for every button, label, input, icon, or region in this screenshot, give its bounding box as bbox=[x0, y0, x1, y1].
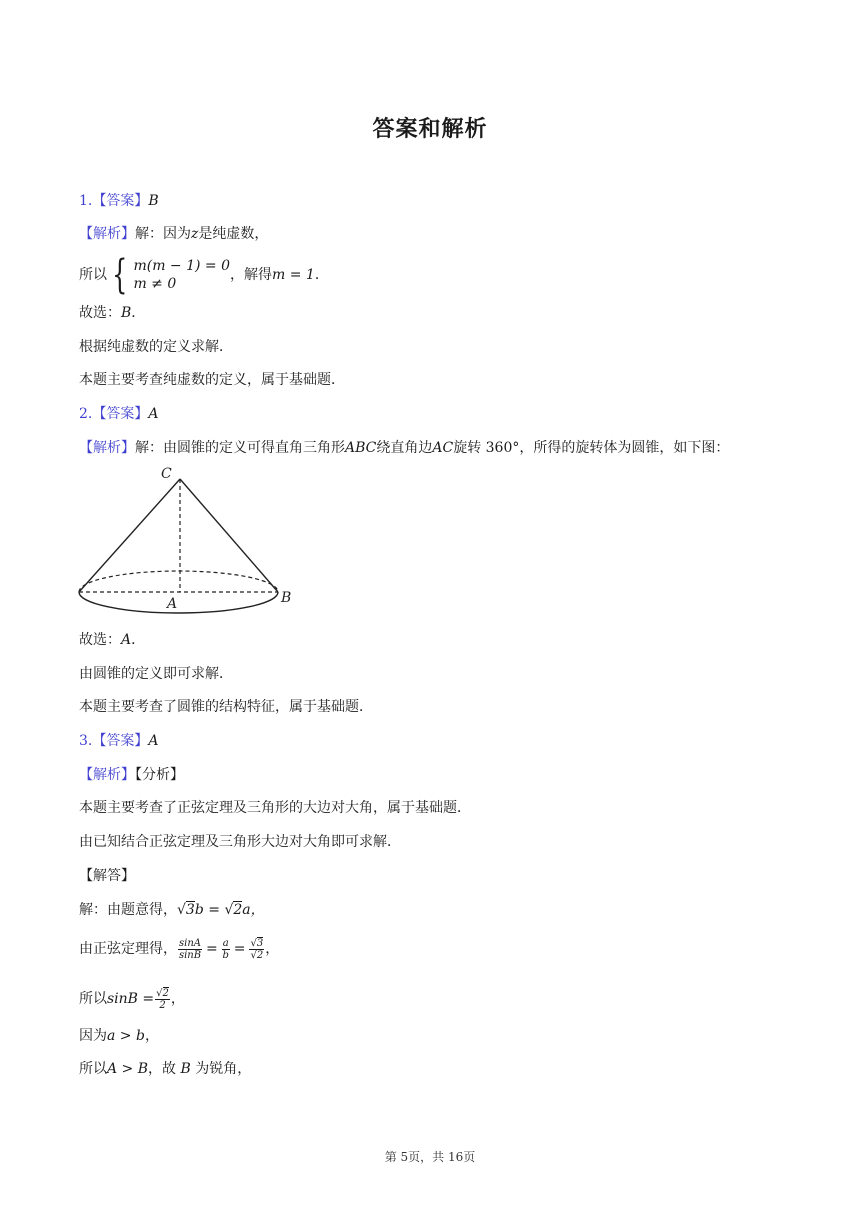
radicand-3b: 3 bbox=[256, 937, 264, 949]
page-footer: 第 5页，共 16页 bbox=[384, 1150, 476, 1164]
q1-number: 1. bbox=[79, 193, 93, 209]
q3-s2-a: 由正弦定理得， bbox=[79, 941, 177, 957]
q3-answer-tag: 【答案】 bbox=[92, 733, 149, 749]
label-c: C bbox=[161, 466, 172, 482]
frac-num: sinA bbox=[179, 937, 201, 949]
q3-analysis-tag: 【解析】 bbox=[79, 767, 135, 783]
q2-answer-tag: 【答案】 bbox=[92, 406, 149, 422]
q3-summary: 本题主要考查了正弦定理及三角形的大边对大角，属于基础题． bbox=[79, 800, 471, 816]
q3-answer-line bbox=[79, 731, 158, 751]
radicand-2: 2 bbox=[233, 902, 243, 918]
q3-s2-end: ， bbox=[265, 941, 280, 957]
q1-text: 解：因为 bbox=[135, 226, 191, 242]
q2-text-b: 绕直角边 bbox=[376, 440, 433, 456]
frac-den-b: b bbox=[222, 949, 229, 961]
q3-method: 由已知结合正弦定理及三角形大边对大角即可求解． bbox=[79, 834, 401, 850]
q3-s3-end: ， bbox=[170, 991, 185, 1007]
q1-analysis-tag: 【解析】 bbox=[79, 226, 135, 242]
q1-choose-end: ． bbox=[131, 305, 146, 321]
q2-choose-val: A bbox=[121, 632, 132, 648]
q2-method: 由圆锥的定义即可求解． bbox=[79, 666, 233, 682]
q3-s5-var: B bbox=[180, 1061, 191, 1077]
frac-ab bbox=[222, 938, 230, 961]
q3-s5-b: ，故 bbox=[148, 1061, 181, 1077]
radicand-2b: 2 bbox=[256, 949, 264, 961]
q3-solution-tag: 【解答】 bbox=[79, 868, 135, 884]
q3-step4 bbox=[79, 1026, 159, 1046]
q1-text-b: 是纯虚数， bbox=[198, 226, 269, 242]
frac-den: sinB bbox=[178, 949, 202, 961]
q2-number: 2. bbox=[79, 406, 93, 422]
q3-step5 bbox=[79, 1059, 251, 1079]
label-b: B bbox=[281, 590, 292, 606]
q3-answer: A bbox=[148, 733, 159, 749]
q3-step2 bbox=[79, 932, 279, 966]
q2-choose-line bbox=[79, 630, 145, 650]
q3-s5-c: 为锐角， bbox=[190, 1061, 252, 1077]
page-title: 答案和解析 bbox=[372, 117, 488, 142]
sqrt-3: √3 bbox=[177, 902, 195, 918]
sqrt-2: √2 bbox=[224, 902, 243, 918]
q1-choose-val: B bbox=[121, 305, 132, 321]
frac-num-a: a bbox=[222, 937, 229, 949]
q3-analysis-sub: 【分析】 bbox=[135, 767, 184, 783]
q3-s5-a: 所以 bbox=[79, 1061, 107, 1077]
q1-end: ． bbox=[314, 267, 329, 283]
frac-den-sqrt2: √2 bbox=[250, 949, 264, 961]
q1-var-z: z bbox=[191, 226, 199, 242]
q2-choose-end: ． bbox=[131, 632, 146, 648]
q3-step3 bbox=[79, 982, 185, 1016]
q1-answer-tag: 【答案】 bbox=[92, 193, 149, 209]
q2-answer: A bbox=[148, 406, 159, 422]
q1-result: m = 1 bbox=[272, 267, 315, 283]
q3-s1-eq: b = bbox=[194, 902, 225, 918]
q1-summary: 本题主要考查纯虚数的定义，属于基础题． bbox=[79, 372, 345, 388]
q1-answer-line bbox=[79, 191, 159, 211]
q1-eq1: m(m − 1) = 0 bbox=[133, 258, 231, 274]
eq-sign-2: = bbox=[233, 941, 246, 957]
label-a: A bbox=[167, 596, 178, 612]
q2-answer-line bbox=[79, 404, 158, 424]
brace: { bbox=[112, 252, 128, 298]
q3-s4-end: ， bbox=[144, 1028, 159, 1044]
q2-summary: 本题主要考查了圆锥的结构特征，属于基础题． bbox=[79, 699, 373, 715]
q1-method: 根据纯虚数的定义求解． bbox=[79, 339, 233, 355]
q1-eq2: m ≠ 0 bbox=[133, 276, 177, 292]
radicand-2c: 2 bbox=[162, 987, 169, 999]
eq-sign: = bbox=[206, 941, 218, 957]
q2-text-c: 旋转 360°，所得的旋转体为圆锥，如下图： bbox=[453, 440, 730, 456]
frac-sqrt2-2 bbox=[155, 988, 170, 1011]
q1-analysis-line bbox=[79, 224, 268, 244]
q3-s5-expr: A > B bbox=[107, 1061, 149, 1077]
q3-analysis-line bbox=[79, 765, 184, 785]
q2-analysis-line bbox=[79, 438, 729, 458]
q1-mid: ，解得 bbox=[230, 267, 273, 283]
frac-sqrt bbox=[249, 938, 264, 961]
q3-step1 bbox=[79, 900, 265, 920]
q3-s1-a: 解：由题意得， bbox=[79, 902, 177, 918]
q3-number: 3. bbox=[79, 733, 93, 749]
q2-ac: AC bbox=[432, 440, 454, 456]
q2-analysis-tag: 【解析】 bbox=[79, 440, 135, 456]
q3-s4-expr: a > b bbox=[107, 1028, 145, 1044]
q1-system bbox=[79, 252, 329, 298]
q2-abc: ABC bbox=[345, 440, 377, 456]
q1-choose: 故选： bbox=[79, 305, 121, 321]
q1-prefix: 所以 bbox=[79, 267, 107, 283]
q3-s3-sinb: sinB = bbox=[107, 991, 155, 1007]
q1-system-line bbox=[79, 252, 329, 298]
q2-choose: 故选： bbox=[79, 632, 121, 648]
frac-sin bbox=[178, 938, 202, 961]
q3-s1-end: a， bbox=[242, 902, 265, 918]
frac-num-sqrt3: √3 bbox=[250, 937, 264, 949]
q3-s4-a: 因为 bbox=[79, 1028, 107, 1044]
q1-choose-line bbox=[79, 303, 145, 323]
cone-figure bbox=[72, 462, 302, 622]
frac-den-2: 2 bbox=[159, 999, 166, 1011]
q3-s3-a: 所以 bbox=[79, 991, 107, 1007]
q2-text-a: 解：由圆锥的定义可得直角三角形 bbox=[135, 440, 345, 456]
q1-answer: B bbox=[148, 193, 159, 209]
frac-num-sqrt2: √2 bbox=[156, 987, 169, 999]
radicand-3: 3 bbox=[185, 902, 195, 918]
